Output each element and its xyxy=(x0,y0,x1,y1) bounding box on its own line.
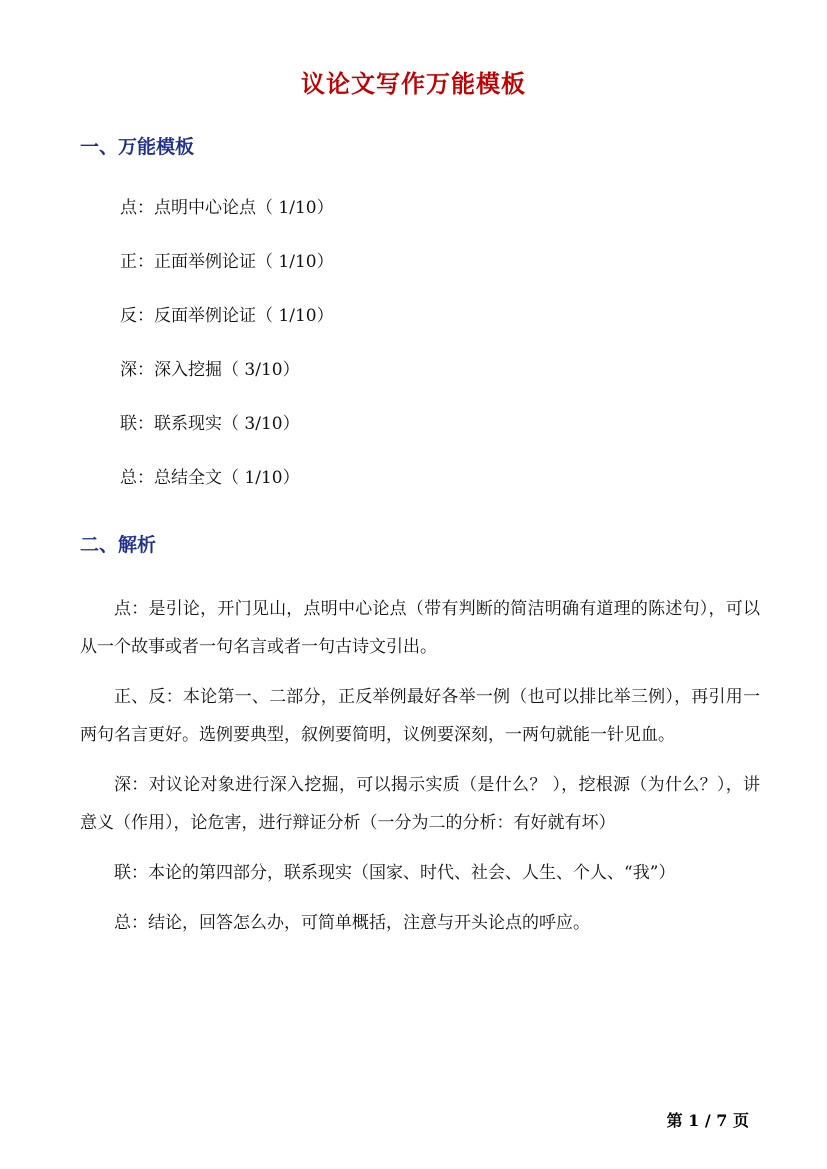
outline-item-desc: 反面举例论证（ 1/10） xyxy=(154,306,334,326)
analysis-body xyxy=(80,590,760,942)
document-title: 议论文写作万能模板 xyxy=(301,69,526,98)
outline-item xyxy=(120,304,334,358)
analysis-paragraph-examples: 正、反：本论第一、二部分，正反举例最好各举一例（也可以排比举三例），再引用一两句名言更好。选例要典型，叙例要简明，议例要深刻，一两句就能一针见血。 xyxy=(80,687,760,745)
outline-item-desc: 正面举例论证（ 1/10） xyxy=(154,252,334,272)
outline-item-desc: 点明中心论点（ 1/10） xyxy=(154,198,334,218)
outline-item xyxy=(120,358,334,412)
analysis-paragraph-depth: 深：对议论对象进行深入挖掘，可以揭示实质（是什么？ ），挖根源（为什么？），讲意义（作用），论危害，进行辩证分析（一分为二的分析：有好就有坏） xyxy=(80,775,760,833)
page-number: 第 1 / 7 页 xyxy=(666,1111,749,1130)
outline-item-desc: 总结全文（ 1/10） xyxy=(154,468,300,488)
outline-item xyxy=(120,196,334,250)
outline-item-desc: 联系现实（ 3/10） xyxy=(154,414,300,434)
analysis-paragraph-summary: 总：结论，回答怎么办，可简单概括，注意与开头论点的呼应。 xyxy=(114,913,590,933)
analysis-paragraph-reality: 联：本论的第四部分，联系现实（国家、时代、社会、人生、个人、“我”） xyxy=(114,863,676,883)
outline-item-key: 反： xyxy=(120,306,154,326)
outline-item xyxy=(120,412,334,466)
outline-item-key: 深： xyxy=(120,360,154,380)
outline-item-key: 点： xyxy=(120,198,154,218)
outline-item-key: 正： xyxy=(120,252,154,272)
outline-item-key: 联： xyxy=(120,414,154,434)
outline-item xyxy=(120,250,334,304)
template-outline-list xyxy=(120,196,334,520)
outline-item-key: 总： xyxy=(120,468,154,488)
analysis-paragraph-point: 点：是引论，开门见山，点明中心论点（带有判断的简洁明确有道理的陈述句），可以从一个故事或者一句名言或者一句古诗文引出。 xyxy=(80,599,760,657)
outline-item-desc: 深入挖掘（ 3/10） xyxy=(154,360,300,380)
section-heading-analysis: 二、解析 xyxy=(80,534,157,556)
outline-item xyxy=(120,466,334,520)
section-heading-template: 一、万能模板 xyxy=(80,136,195,158)
